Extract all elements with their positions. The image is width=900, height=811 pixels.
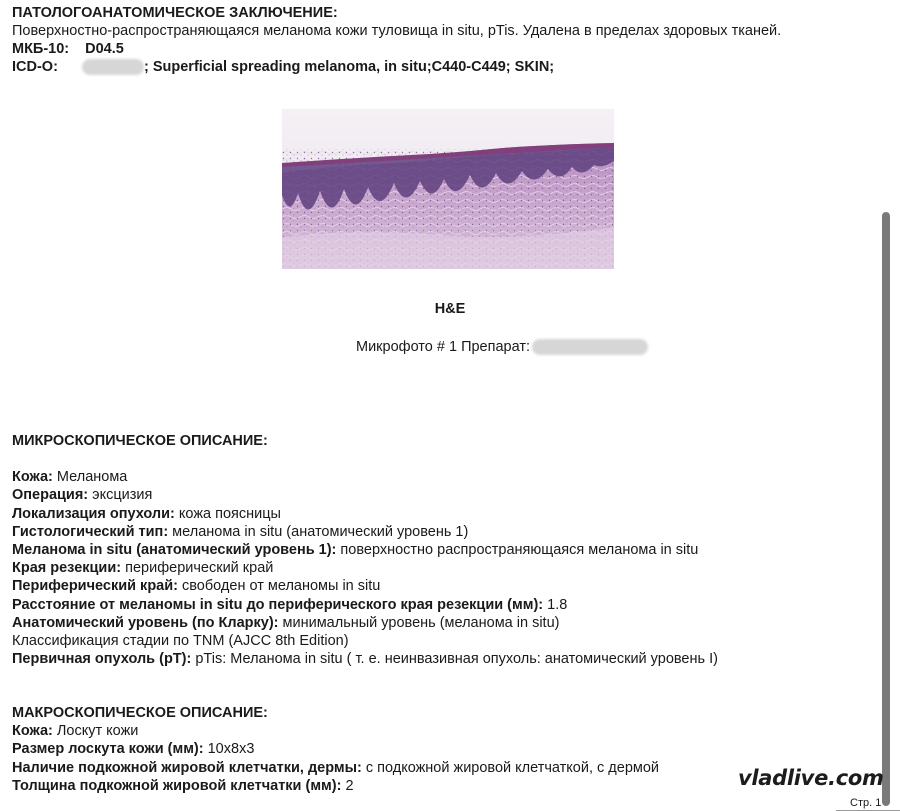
micro-rows — [12, 468, 882, 668]
row-label: Гистологический тип: — [12, 523, 169, 540]
vertical-scrollbar[interactable] — [882, 212, 890, 806]
conclusion-title: ПАТОЛОГОАНАТОМИЧЕСКОЕ ЗАКЛЮЧЕНИЕ: — [12, 5, 338, 21]
row-value: pTis: Меланома in situ ( т. е. неинвазивная опухоль: анатомический уровень I) — [191, 651, 718, 668]
row-label: Локализация опухоли: — [12, 505, 175, 522]
micro-row — [12, 650, 882, 668]
row-value: Лоскут кожи — [52, 723, 139, 740]
micro-row — [12, 505, 882, 523]
micro-row — [12, 468, 882, 486]
icdo-label: ICD-O: — [12, 59, 58, 75]
row-value: 10х8х3 — [203, 741, 255, 758]
micro-row — [12, 596, 882, 614]
micro-row — [12, 523, 882, 541]
row-value: свободен от меланомы in situ — [177, 578, 381, 595]
mkb-label: МКБ-10: — [12, 41, 70, 57]
icdo-text: ; Superficial spreading melanoma, in situ;C440-C449; SKIN; — [144, 59, 555, 75]
row-value: с подкожной жировой клетчаткой, с дермой — [361, 759, 660, 776]
row-value: поверхностно распространяющаяся меланома in situ — [336, 542, 699, 559]
row-label: Первичная опухоль (pT): — [12, 651, 192, 668]
micro-row — [12, 614, 882, 632]
conclusion-text: Поверхностно-распространяющаяся меланома кожи туловища in situ, pTis. Удалена в пределах здоровых тканей. — [12, 23, 782, 39]
microphoto-caption — [52, 339, 900, 355]
macro-row — [12, 722, 882, 740]
row-value: 2 — [341, 777, 354, 794]
micro-title: МИКРОСКОПИЧЕСКОЕ ОПИСАНИЕ: — [12, 433, 268, 449]
stain-label: H&E — [434, 301, 466, 317]
row-label: Анатомический уровень (по Кларку): — [12, 614, 279, 631]
icdo-code-redaction — [82, 59, 144, 75]
conclusion-block — [12, 4, 878, 76]
row-label: Наличие подкожной жировой клетчатки, дермы: — [12, 759, 362, 776]
row-value: эксцизия — [88, 487, 153, 504]
macro-title: МАКРОСКОПИЧЕСКОЕ ОПИСАНИЕ: — [12, 705, 268, 721]
row-label: Толщина подкожной жировой клетчатки (мм): — [12, 777, 342, 794]
microphoto-image — [282, 109, 614, 269]
row-label: Края резекции: — [12, 560, 122, 577]
row-value: периферический край — [121, 560, 274, 577]
icdo-line — [12, 58, 878, 76]
micro-row — [12, 632, 882, 650]
microscopic-section — [12, 432, 882, 668]
row-label: Меланома in situ (анатомический уровень 1): — [12, 542, 337, 559]
row-value: 1.8 — [543, 596, 568, 613]
row-value: минимальный уровень (меланома in situ) — [278, 614, 560, 631]
specimen-id-redaction — [532, 339, 648, 355]
row-label: Кожа: — [12, 723, 53, 740]
row-label: Расстояние от меланомы in situ до периферического края резекции (мм): — [12, 596, 544, 613]
row-value: Классификация стадии по TNM (AJCC 8th Edition) — [12, 633, 349, 650]
histology-microphoto — [282, 109, 614, 269]
mkb-code: D04.5 — [85, 41, 124, 57]
page-number: Стр. 1 — [850, 797, 882, 809]
micro-row — [12, 486, 882, 504]
watermark: vladlive.com — [738, 766, 884, 790]
microphoto-caption-text: Микрофото # 1 Препарат: — [355, 339, 531, 355]
micro-row — [12, 541, 882, 559]
row-value: кожа поясницы — [174, 505, 281, 522]
row-label: Периферический край: — [12, 578, 178, 595]
micro-row — [12, 577, 882, 595]
mkb-line — [12, 40, 878, 58]
row-label: Кожа: — [12, 469, 53, 486]
row-value: Меланома — [52, 469, 128, 486]
micro-row — [12, 559, 882, 577]
macro-row — [12, 740, 882, 758]
row-label: Размер лоскута кожи (мм): — [12, 741, 204, 758]
row-value: меланома in situ (анатомический уровень 1) — [168, 523, 469, 540]
row-label: Операция: — [12, 487, 89, 504]
